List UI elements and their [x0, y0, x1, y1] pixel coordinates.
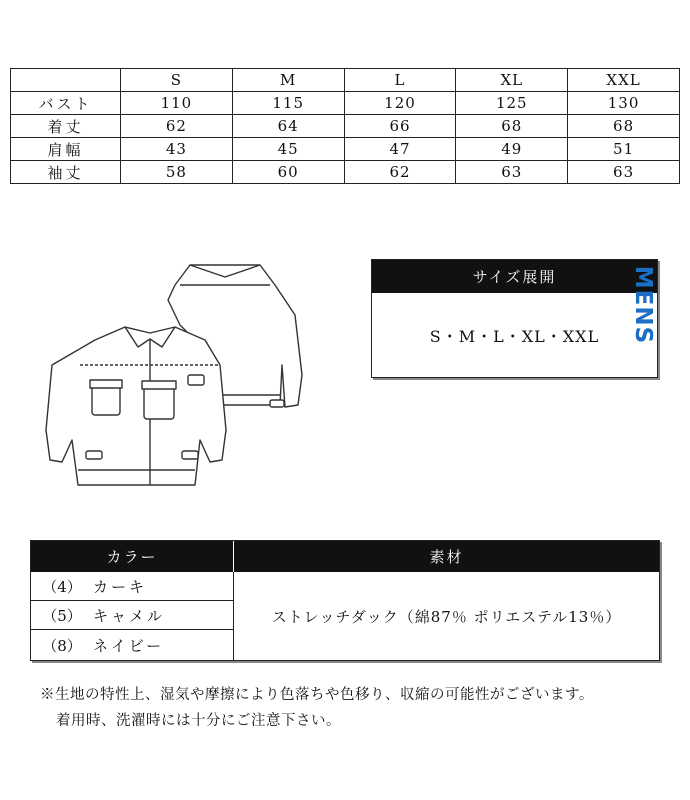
- row-label-shoulder: 肩幅: [11, 138, 121, 161]
- size-header-xxl: XXL: [568, 69, 680, 92]
- mens-label: [629, 262, 657, 348]
- table-cell: 62: [344, 161, 456, 184]
- list-item: [31, 601, 234, 630]
- size-header-row: [11, 69, 680, 92]
- color-code: （8）: [42, 636, 82, 655]
- size-header-s: S: [121, 69, 233, 92]
- row-label-bust: バスト: [11, 92, 121, 115]
- size-header-l: L: [344, 69, 456, 92]
- color-list: [31, 572, 234, 660]
- color-header: カラー: [31, 541, 234, 572]
- mens-label-text: MENS: [630, 265, 657, 345]
- jacket-illustration: [40, 255, 310, 495]
- list-item: [31, 630, 234, 660]
- size-header-blank: [11, 69, 121, 92]
- note-line-2: 着用時、洗濯時には十分にご注意下さい。: [56, 713, 341, 729]
- table-cell: 64: [232, 115, 344, 138]
- table-cell: 45: [232, 138, 344, 161]
- color-material-header: [31, 541, 659, 572]
- table-cell: 47: [344, 138, 456, 161]
- color-material-table: [30, 540, 660, 661]
- size-header-xl: XL: [456, 69, 568, 92]
- table-cell: 125: [456, 92, 568, 115]
- material-value: ストレッチダック（綿87％ ポリエステル13％）: [271, 607, 622, 626]
- color-name: ネイビー: [93, 636, 165, 655]
- material-header: 素材: [429, 548, 464, 566]
- table-row: [11, 115, 680, 138]
- care-notes: [40, 682, 594, 734]
- row-label-sleeve: 袖丈: [11, 161, 121, 184]
- table-row: [11, 92, 680, 115]
- table-cell: 120: [344, 92, 456, 115]
- table-cell: 130: [568, 92, 680, 115]
- table-cell: 66: [344, 115, 456, 138]
- table-cell: 63: [456, 161, 568, 184]
- table-cell: 115: [232, 92, 344, 115]
- size-header-m: M: [232, 69, 344, 92]
- table-cell: 49: [456, 138, 568, 161]
- table-cell: 68: [568, 115, 680, 138]
- jacket-front-view: [46, 327, 226, 485]
- table-cell: 51: [568, 138, 680, 161]
- table-cell: 60: [232, 161, 344, 184]
- table-row: [11, 161, 680, 184]
- row-label-length: 着丈: [11, 115, 121, 138]
- size-range-value: S・M・L・XL・XXL: [429, 326, 600, 346]
- size-range-box: [371, 259, 658, 378]
- table-cell: 62: [121, 115, 233, 138]
- size-range-title: サイズ展開: [372, 260, 657, 293]
- color-code: （5）: [42, 606, 82, 625]
- table-cell: 43: [121, 138, 233, 161]
- list-item: [31, 572, 234, 601]
- table-cell: 63: [568, 161, 680, 184]
- table-cell: 58: [121, 161, 233, 184]
- note-line-1: ※生地の特性上、湿気や摩擦により色落ちや色移り、収縮の可能性がございます。: [40, 687, 594, 703]
- size-table: [10, 68, 680, 184]
- color-code: （4）: [42, 577, 82, 596]
- table-row: [11, 138, 680, 161]
- table-cell: 110: [121, 92, 233, 115]
- color-name: キャメル: [93, 606, 166, 625]
- table-cell: 68: [456, 115, 568, 138]
- color-name: カーキ: [93, 577, 148, 596]
